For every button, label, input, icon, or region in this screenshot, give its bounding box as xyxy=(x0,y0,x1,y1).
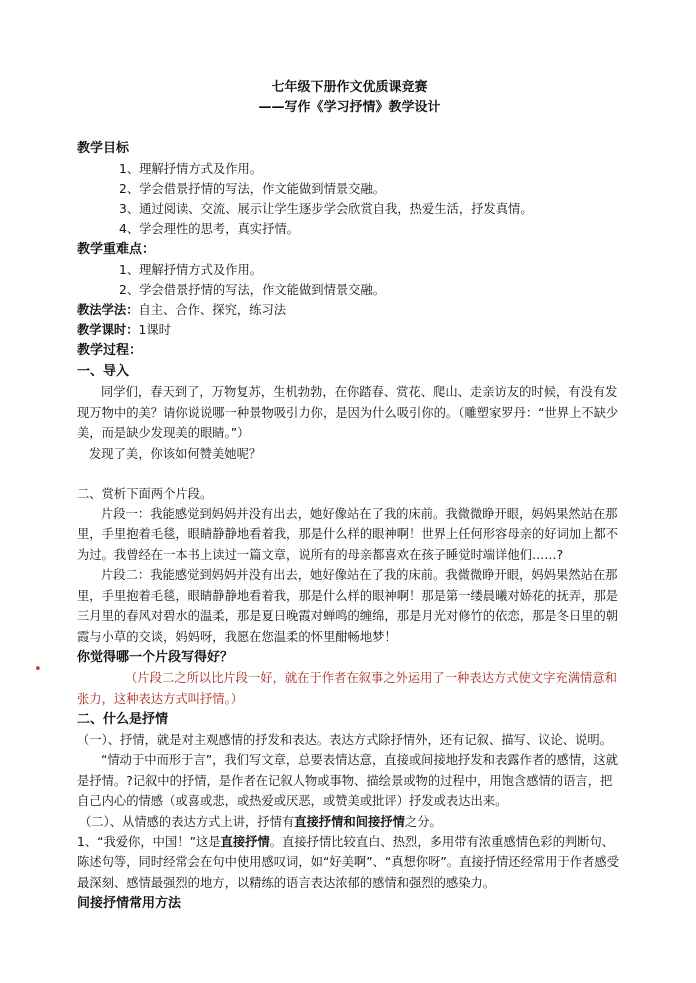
goal-item: 3、通过阅读、交流、展示让学生逐步学会欣赏自我，热爱生活，抒发真情。 xyxy=(119,202,533,216)
method-label: 教法学法： xyxy=(77,303,139,317)
hours-line xyxy=(77,320,622,340)
definition-1: （一）、抒情，就是对主观感情的抒发和表达。表达方式除抒情外，还有记叙、描写、议论、说明。 xyxy=(77,733,612,747)
definition-2: “情动于中而形于言”，我们写文章，总要表情达意，直接或间接地抒发和表露作者的感情，这就是抒情。?记叙中的抒情，是作者在记叙人物或事物、描绘景或物的过程中，用饱含感情的语言，把自己内心的情感（或喜或悲，或热爱或厌恶，或赞美或批评）抒发或表达出来。 xyxy=(77,753,618,808)
direct-lyric-a: 1、“我爱你，中国！”这是 xyxy=(77,834,221,849)
question-which-better: 你觉得哪一个片段写得好？ xyxy=(77,650,234,665)
section-key-heading: 教学重难点： xyxy=(77,242,156,257)
definition-3-bold: 直接抒情和间接抒情 xyxy=(294,814,405,829)
section-process-heading: 教学过程： xyxy=(77,343,143,358)
answer-paragraph: （片段二之所以比片段一好，就在于作者在叙事之外运用了一种表达方式使文字充满情意和张力，这种表达方式叫抒情。） xyxy=(77,671,617,706)
fragment-2: 片段二：我能感觉到妈妈并没有出去，她好像站在了我的床前。我微微睁开眼，妈妈果然站在那里，手里抱着毛毯，眼睛静静地看着我，那是什么样的眼神啊！那是第一缕晨曦对娇花的抚弄，那是三月里的春风对碧水的温柔，那是夏日晚霞对蝉鸣的缠绵，那是月光对修竹的依恋，那是冬日里的朝霞与小草的交谈，妈妈呀，我愿在您温柔的怀里酣畅地梦！ xyxy=(77,568,619,644)
direct-lyric-c: 。直接抒情比较直白、热烈，多用带有浓重感情色彩的判断句、陈述句等，同时经常会在句中使用感叹词，如“好美啊”、“真想你呀”。直接抒情还经常用于作者感受最深刻、感情最强烈的地方，以精练的语言表达浓郁的感情和强烈的感染力。 xyxy=(77,834,619,890)
bullet-marker: • xyxy=(34,662,42,677)
fragment-1: 片段一：我能感觉到妈妈并没有出去，她好像站在了我的床前。我微微睁开眼，妈妈果然站在那里，手里抱着毛毯，眼睛静静地看着我，那是什么样的眼神啊！世界上任何形容母亲的好词加上都不为过。我曾经在一本书上读过一篇文章，说所有的母亲都喜欢在孩子睡觉时端详他们……? xyxy=(77,506,619,562)
part-1-heading: 一、导入 xyxy=(77,364,130,379)
goal-item: 1、理解抒情方式及作用。 xyxy=(119,162,263,176)
part-3-heading: 二、什么是抒情 xyxy=(77,712,169,727)
part-2-heading: 二、赏析下面两个片段。 xyxy=(77,486,213,501)
definition-3-a: （二）、从情感的表达方式上讲，抒情有 xyxy=(79,814,295,829)
hours-label: 教学课时： xyxy=(77,323,139,337)
definition-3 xyxy=(77,812,622,832)
section-goals-heading: 教学目标 xyxy=(77,141,130,156)
goal-item: 4、学会理性的思考，真实抒情。 xyxy=(119,222,299,236)
method-value: 自主、合作、探究，练习法 xyxy=(138,303,287,317)
direct-lyric-paragraph xyxy=(77,832,622,894)
goal-item: 2、学会借景抒情的写法，作文能做到情景交融。 xyxy=(119,182,386,196)
document-body xyxy=(77,0,622,914)
indirect-methods-heading: 间接抒情常用方法 xyxy=(77,896,182,911)
key-item: 2、学会借景抒情的写法，作文能做到情景交融。 xyxy=(119,283,386,297)
key-item: 1、理解抒情方式及作用。 xyxy=(119,263,263,277)
method-line xyxy=(77,300,622,320)
intro-question: 发现了美，你该如何赞美她呢？ xyxy=(89,446,262,461)
direct-lyric-bold: 直接抒情 xyxy=(220,834,270,849)
doc-title-2: ——写作《学习抒情》教学设计 xyxy=(258,100,441,115)
doc-title-1: 七年级下册作文优质课竞赛 xyxy=(271,80,428,95)
intro-paragraph: 同学们，春天到了，万物复苏，生机勃勃，在你踏春、赏花、爬山、走亲访友的时候，有没有发现万物中的美？请你说说哪一种景物吸引力你，是因为什么吸引你的。（雕塑家罗丹：“世界上不缺少美，而是缺少发现美的眼睛。”） xyxy=(77,385,619,440)
hours-value: 1课时 xyxy=(138,323,171,337)
definition-3-c: 之分。 xyxy=(404,814,442,829)
